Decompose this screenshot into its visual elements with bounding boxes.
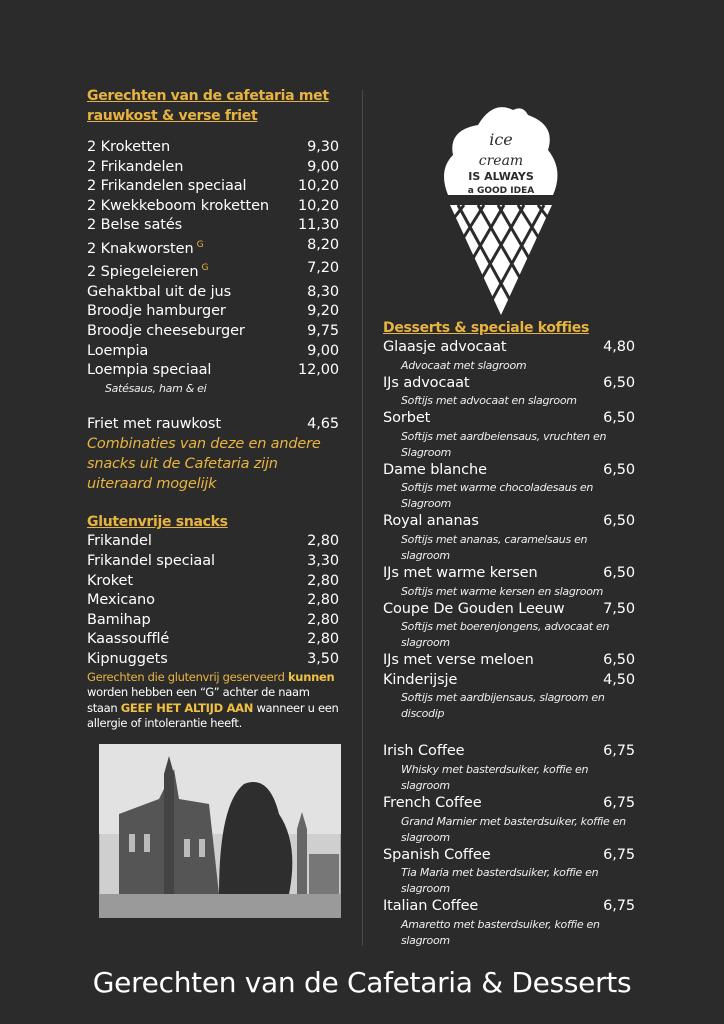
item-name (383, 651, 534, 671)
item-price: 2,80 (307, 592, 339, 609)
item-name (87, 138, 170, 158)
menu-item (87, 158, 339, 178)
menu-item (383, 651, 635, 671)
menu-item (383, 564, 635, 584)
item-price: 4,65 (307, 415, 339, 432)
item-name-text: Irish Coffee (383, 743, 465, 760)
item-name (87, 216, 182, 236)
item-name-text: Spanish Coffee (383, 846, 491, 863)
item-name (87, 342, 148, 362)
menu-item (383, 338, 635, 358)
item-name (87, 158, 183, 178)
item-name (87, 322, 245, 342)
item-name (87, 361, 211, 381)
item-name-text: Bamihap (87, 611, 151, 628)
item-price: 2,80 (307, 631, 339, 648)
menu-item (87, 650, 339, 670)
item-name (87, 532, 152, 552)
menu-item (87, 216, 339, 236)
menu-item (87, 197, 339, 217)
item-price: 9,00 (307, 158, 339, 175)
menu-item (383, 897, 635, 917)
item-price: 6,75 (603, 846, 635, 863)
item-name (87, 302, 226, 322)
item-description: Whisky met basterdsuiker, koffie en slagroom (401, 762, 589, 792)
item-price: 9,00 (307, 342, 339, 359)
item-name-text: 2 Kwekkeboom kroketten (87, 197, 269, 214)
item-name-text: Kaassoufflé (87, 631, 170, 648)
item-name (383, 600, 564, 620)
menu-item (87, 361, 339, 381)
item-name-text: 2 Knakworsten (87, 240, 194, 257)
menu-item (87, 630, 339, 650)
note-text: wanneer u een allergie of intolerantie heeft. (87, 700, 339, 731)
item-name (383, 461, 487, 481)
item-price: 6,50 (603, 564, 635, 581)
heading-line: rauwkost & verse friet (87, 108, 258, 124)
menu-item (87, 236, 339, 259)
cafetaria-column (87, 86, 339, 732)
menu-item (87, 611, 339, 631)
item-name-text: IJs met verse meloen (383, 652, 534, 669)
cafetaria-heading (87, 86, 339, 126)
item-description: Satésaus, ham & ei (105, 381, 207, 395)
menu-item (87, 342, 339, 362)
item-price: 7,50 (603, 600, 635, 617)
item-name (383, 409, 430, 429)
item-description: Softijs met aardbeiensaus, vruchten en Slagroom (401, 429, 607, 459)
menu-item (383, 374, 635, 394)
menu-item (87, 177, 339, 197)
item-price: 6,50 (603, 513, 635, 530)
item-name-text: Italian Coffee (383, 898, 479, 915)
item-price: 9,30 (307, 139, 339, 155)
item-description: Grand Marnier met basterdsuiker, koffie en slagroom (401, 814, 626, 844)
dessert-items (383, 338, 635, 722)
desserts-heading: Desserts & speciale koffies (383, 320, 589, 336)
gluten-free-mark: G (201, 263, 209, 274)
cafetaria-items (87, 138, 339, 397)
menu-item (87, 552, 339, 572)
item-description: Softijs met ananas, caramelsaus en slagroom (401, 532, 588, 562)
item-price: 8,30 (307, 283, 339, 300)
historic-church-photo (99, 744, 341, 918)
item-name-text: Frikandel (87, 533, 152, 550)
item-price: 6,75 (603, 794, 635, 811)
item-name (87, 259, 208, 282)
item-name-text: Dame blanche (383, 461, 487, 478)
item-name-text: Gehaktbal uit de jus (87, 283, 232, 300)
item-name (87, 611, 151, 631)
item-name-text: Royal ananas (383, 513, 479, 530)
item-name-text: Kipnuggets (87, 650, 168, 667)
menu-item (87, 138, 339, 158)
item-name-text: 2 Kroketten (87, 139, 171, 155)
item-name (383, 564, 538, 584)
item-name-text: Loempia (87, 342, 149, 359)
gluten-items (87, 532, 339, 669)
item-name-text: IJs advocaat (383, 374, 470, 391)
item-name (383, 512, 479, 532)
item-description: Softijs met warme kersen en slagroom (401, 584, 604, 598)
item-price: 4,80 (603, 339, 635, 355)
item-name (87, 572, 133, 592)
item-name (383, 742, 464, 762)
item-description: Advocaat met slagroom (401, 358, 527, 372)
desserts-column (383, 318, 635, 949)
item-name-text: IJs met warme kersen (383, 564, 538, 581)
heading-line: Gerechten van de cafetaria met (87, 88, 329, 104)
menu-item (383, 512, 635, 532)
note-bold: kunnen (287, 669, 335, 684)
item-description: Softijs met warme chocoladesaus en Slagroom (401, 481, 594, 511)
item-name-text: Loempia speciaal (87, 362, 212, 379)
item-name-text: Sorbet (383, 410, 431, 427)
item-name-text: 2 Frikandelen speciaal (87, 178, 247, 195)
item-price: 9,20 (307, 303, 339, 320)
menu-item (87, 591, 339, 611)
item-description: Softijs met aardbijensaus, slagroom en discodip (401, 691, 605, 721)
menu-item (87, 532, 339, 552)
menu-item (383, 409, 635, 429)
combinations-note: Combinaties van deze en andere snacks uit de Cafetaria zijn uiteraard mogelijk (87, 436, 321, 493)
item-name: Friet met rauwkost (87, 415, 221, 432)
menu-item (383, 461, 635, 481)
item-description: Softijs met boerenjongens, advocaat en slagroom (401, 620, 610, 650)
item-name (87, 552, 215, 572)
item-price: 8,20 (307, 236, 339, 253)
item-name (87, 650, 168, 670)
menu-item (383, 794, 635, 814)
item-price: 3,50 (307, 650, 339, 667)
item-name-text: 2 Frikandelen (87, 158, 184, 175)
item-name-text: Mexicano (87, 592, 155, 609)
item-price: 6,50 (603, 652, 635, 669)
menu-item (383, 671, 635, 691)
note-text: worden hebben een “G” achter de naam staan (87, 685, 310, 715)
item-price: 2,80 (307, 611, 339, 628)
menu-item (87, 572, 339, 592)
item-price: 6,50 (603, 410, 635, 427)
item-name (87, 283, 231, 303)
menu-item (383, 742, 635, 762)
item-price: 7,20 (307, 260, 339, 277)
item-name (383, 671, 457, 691)
item-name-text: French Coffee (383, 794, 482, 811)
item-price: 2,80 (307, 572, 339, 589)
item-name (383, 374, 470, 394)
item-name (383, 846, 491, 866)
item-name-text: 2 Belse satés (87, 217, 183, 234)
item-price: 9,75 (307, 323, 339, 339)
column-divider (362, 90, 363, 946)
menu-item (87, 415, 339, 435)
menu-item (383, 600, 635, 620)
item-name-text: Broodje cheeseburger (87, 323, 245, 339)
menu-item (383, 846, 635, 866)
item-price: 4,50 (603, 671, 635, 688)
item-name (383, 794, 482, 814)
item-name-text: Kinderijsje (383, 671, 458, 688)
gluten-free-mark: G (196, 239, 204, 250)
item-name (87, 591, 155, 611)
menu-item (87, 283, 339, 303)
item-price: 6,50 (603, 374, 635, 391)
item-price: 6,50 (603, 461, 635, 478)
item-price: 10,20 (297, 197, 339, 214)
ice-cream-logo (438, 100, 564, 320)
item-description: Amaretto met basterdsuiker, koffie en slagroom (401, 917, 600, 947)
note-text: Gerechten die glutenvrij geserveerd (87, 669, 288, 684)
item-name (87, 236, 203, 259)
item-description: Softijs met advocaat en slagroom (401, 394, 577, 408)
item-name-text: 2 Spiegeleieren (87, 264, 199, 281)
item-price: 10,20 (297, 178, 339, 195)
menu-item (87, 322, 339, 342)
item-name-text: Broodje hamburger (87, 303, 226, 320)
item-name (87, 630, 169, 650)
item-name (87, 177, 246, 197)
item-price: 6,75 (603, 743, 635, 760)
coffee-items (383, 742, 635, 948)
item-description: Tia Maria met basterdsuiker, koffie en slagroom (401, 866, 599, 896)
item-price: 2,80 (307, 533, 339, 550)
gluten-heading: Glutenvrije snacks (87, 514, 228, 531)
page-footer-title: Gerechten van de Cafetaria & Desserts (92, 966, 632, 999)
menu-item (87, 302, 339, 322)
svg-text:cream: cream (478, 153, 524, 169)
item-name-text: Frikandel speciaal (87, 552, 215, 569)
item-name (383, 338, 507, 358)
svg-text:a GOOD IDEA: a GOOD IDEA (467, 186, 535, 196)
svg-text:IS ALWAYS: IS ALWAYS (468, 170, 534, 183)
menu-item (87, 259, 339, 282)
allergy-note (87, 670, 339, 732)
item-name (383, 897, 478, 917)
item-price: 11,30 (297, 217, 339, 234)
item-price: 6,75 (603, 898, 635, 915)
item-name-text: Coupe De Gouden Leeuw (383, 600, 565, 617)
item-name-text: Glaasje advocaat (383, 339, 507, 355)
item-price: 3,30 (307, 552, 339, 569)
item-name (87, 197, 269, 217)
svg-text:ice: ice (489, 130, 513, 149)
note-bold: GEEF HET ALTIJD AAN (120, 700, 254, 715)
item-price: 12,00 (297, 362, 339, 379)
item-name-text: Kroket (87, 572, 133, 589)
